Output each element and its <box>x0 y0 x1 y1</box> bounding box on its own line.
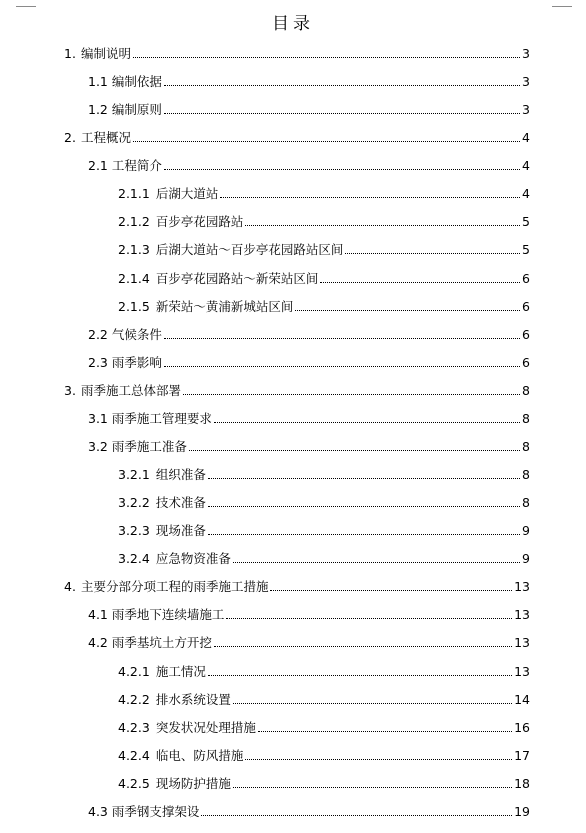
toc-dot-leader <box>208 495 520 507</box>
toc-dot-leader <box>233 692 512 704</box>
toc-entry-page: 8 <box>522 382 530 398</box>
toc-entry-number: 3. <box>64 382 76 398</box>
toc-entry-title: 百步亭花园路站 <box>155 214 244 230</box>
toc-dot-leader <box>164 102 520 114</box>
toc-dot-leader <box>214 411 520 423</box>
toc-entry-page: 3 <box>522 102 530 118</box>
toc-entry-title: 排水系统设置 <box>155 691 231 707</box>
toc-entry-page: 8 <box>522 438 530 454</box>
toc-entry-number: 4.2.1 <box>118 663 150 679</box>
toc-dot-leader <box>233 551 520 563</box>
toc-entry-title: 应急物资准备 <box>155 551 231 567</box>
toc-entry-number: 2.2 <box>88 326 108 342</box>
toc-dot-leader <box>208 664 512 676</box>
toc-dot-leader <box>183 383 520 395</box>
toc-entry[interactable] <box>118 467 530 483</box>
toc-entry-page: 4 <box>522 186 530 202</box>
toc-entry-number: 1. <box>64 46 76 61</box>
toc-entry-number: 2.1.2 <box>118 214 150 230</box>
toc-entry-title: 编制说明 <box>80 46 131 61</box>
toc-entry-number: 3.2.1 <box>118 467 150 483</box>
toc-entry[interactable] <box>118 271 530 287</box>
toc-entry[interactable] <box>118 495 530 511</box>
toc-entry-title: 新荣站～黄浦新城站区间 <box>155 298 294 314</box>
toc-dot-leader <box>270 579 512 591</box>
toc-entry-page: 9 <box>522 551 530 567</box>
toc-entry[interactable] <box>118 551 530 567</box>
toc-dot-leader <box>208 523 520 535</box>
toc-entry-page: 14 <box>514 691 530 707</box>
toc-dot-leader <box>245 214 520 226</box>
toc-entry[interactable] <box>118 664 530 680</box>
toc-entry-title: 气候条件 <box>111 326 162 342</box>
toc-entry[interactable] <box>118 776 530 792</box>
toc-entry[interactable] <box>88 158 530 174</box>
toc-dot-leader <box>208 467 520 479</box>
toc-entry-page: 17 <box>514 747 530 763</box>
toc-entry[interactable] <box>88 74 530 90</box>
toc-dot-leader <box>189 439 520 451</box>
toc-dot-leader <box>214 635 512 647</box>
toc-entry-number: 3.2 <box>88 438 108 454</box>
toc-entry[interactable] <box>118 186 530 202</box>
toc-entry-number: 4.2 <box>88 635 108 651</box>
toc-entry-title: 现场防护措施 <box>155 775 231 791</box>
crop-mark-left <box>16 0 36 7</box>
toc-entry-title: 雨季施工准备 <box>111 438 187 454</box>
toc-entry-page: 6 <box>522 326 530 342</box>
toc-dot-leader <box>233 776 512 788</box>
toc-dot-leader <box>201 804 512 816</box>
toc-entry-number: 3.2.2 <box>118 495 150 511</box>
toc-dot-leader <box>226 607 512 619</box>
toc-entry-title: 技术准备 <box>155 495 206 511</box>
toc-entry[interactable] <box>118 692 530 708</box>
toc-entry-number: 2.1 <box>88 158 108 174</box>
toc-dot-leader <box>245 748 512 760</box>
crop-mark-right <box>552 0 572 7</box>
toc-entry[interactable] <box>88 355 530 371</box>
page-title: 目录 <box>272 14 314 34</box>
toc-entry-page: 13 <box>514 663 530 679</box>
toc-entry-page: 6 <box>522 270 530 286</box>
toc-entry-page: 5 <box>522 242 530 258</box>
toc-entry-title: 编制依据 <box>111 74 162 90</box>
toc-entry[interactable] <box>88 607 530 623</box>
toc-entry-page: 9 <box>522 523 530 539</box>
toc-entry[interactable] <box>64 46 530 62</box>
toc-entry[interactable] <box>88 102 530 118</box>
toc-entry-page: 4 <box>522 158 530 174</box>
toc-entry[interactable] <box>64 130 530 146</box>
toc-entry[interactable] <box>118 748 530 764</box>
toc-entry-number: 2.1.4 <box>118 270 150 286</box>
toc-entry-page: 4 <box>522 130 530 146</box>
toc-entry[interactable] <box>118 720 530 736</box>
toc-entry-number: 3.2.3 <box>118 523 150 539</box>
toc-dot-leader <box>345 242 520 254</box>
toc-entry-page: 18 <box>514 775 530 791</box>
toc-entry-number: 4.2.3 <box>118 719 150 735</box>
toc-entry[interactable] <box>88 439 530 455</box>
toc-dot-leader <box>164 158 520 170</box>
toc-entry-title: 雨季地下连续墙施工 <box>111 607 225 623</box>
toc-entry-number: 4. <box>64 579 76 595</box>
toc-entry-page: 13 <box>514 607 530 623</box>
toc-entry-page: 8 <box>522 467 530 483</box>
toc-entry-page: 3 <box>522 46 530 61</box>
toc-entry-number: 4.2.4 <box>118 747 150 763</box>
toc-entry-number: 1.1 <box>88 74 108 90</box>
toc-entry-title: 现场准备 <box>155 523 206 539</box>
toc-entry-title: 雨季施工总体部署 <box>80 382 181 398</box>
toc-entry[interactable] <box>88 411 530 427</box>
toc-dot-leader <box>295 299 520 311</box>
toc-entry-title: 雨季影响 <box>111 354 162 370</box>
toc-dot-leader <box>133 130 520 142</box>
toc-entry-title: 雨季施工管理要求 <box>111 410 212 426</box>
toc-entry-number: 2.1.3 <box>118 242 150 258</box>
toc-entry-number: 2.1.5 <box>118 298 150 314</box>
toc-entry-title: 雨季钢支撑架设 <box>111 803 200 819</box>
toc-dot-leader <box>164 355 520 367</box>
toc-entry-number: 4.2.2 <box>118 691 150 707</box>
toc-entry-number: 2. <box>64 130 76 146</box>
toc-entry-title: 施工情况 <box>155 663 206 679</box>
toc-dot-leader <box>320 271 520 283</box>
toc-entry-title: 百步亭花园路站～新荣站区间 <box>155 270 319 286</box>
toc-entry[interactable] <box>118 523 530 539</box>
toc-entry-title: 后湖大道站～百步亭花园路站区间 <box>155 242 344 258</box>
toc-entry-page: 8 <box>522 495 530 511</box>
toc-dot-leader <box>164 74 520 86</box>
toc-entry-page: 6 <box>522 298 530 314</box>
toc-entry-page: 6 <box>522 354 530 370</box>
toc-dot-leader <box>220 186 520 198</box>
toc-entry-title: 编制原则 <box>111 102 162 118</box>
toc-dot-leader <box>258 720 512 732</box>
toc-entry[interactable] <box>88 635 530 651</box>
toc-entry-title: 突发状况处理措施 <box>155 719 256 735</box>
toc-entry-title: 雨季基坑土方开挖 <box>111 635 212 651</box>
toc-entry-title: 工程概况 <box>80 130 131 146</box>
toc-entry-number: 2.3 <box>88 354 108 370</box>
toc-entry[interactable] <box>88 327 530 343</box>
toc-entry-page: 13 <box>514 579 530 595</box>
toc-entry-page: 13 <box>514 635 530 651</box>
toc-entry-page: 19 <box>514 803 530 819</box>
toc-dot-leader <box>133 46 520 58</box>
toc-entry[interactable] <box>118 242 530 258</box>
toc-dot-leader <box>164 327 520 339</box>
toc-entry-page: 5 <box>522 214 530 230</box>
toc-entry[interactable] <box>118 299 530 315</box>
toc-entry-number: 2.1.1 <box>118 186 150 202</box>
toc-entry-title: 工程简介 <box>111 158 162 174</box>
toc-entry-number: 3.1 <box>88 410 108 426</box>
toc-entry[interactable] <box>88 804 530 820</box>
toc-entry-title: 临电、防风措施 <box>155 747 244 763</box>
toc-entry[interactable] <box>64 579 530 595</box>
toc-entry[interactable] <box>64 383 530 399</box>
toc-entry[interactable] <box>118 214 530 230</box>
toc-entry-number: 3.2.4 <box>118 551 150 567</box>
toc-entry-page: 8 <box>522 410 530 426</box>
toc-entry-number: 1.2 <box>88 102 108 118</box>
toc-entry-page: 16 <box>514 719 530 735</box>
toc-entry-page: 3 <box>522 74 530 90</box>
toc-entry-title: 后湖大道站 <box>155 186 219 202</box>
toc-entry-number: 4.1 <box>88 607 108 623</box>
toc-entry-number: 4.2.5 <box>118 775 150 791</box>
toc-entry-number: 4.3 <box>88 803 108 819</box>
toc-entry-title: 组织准备 <box>155 467 206 483</box>
toc-entry-title: 主要分部分项工程的雨季施工措施 <box>80 579 269 595</box>
